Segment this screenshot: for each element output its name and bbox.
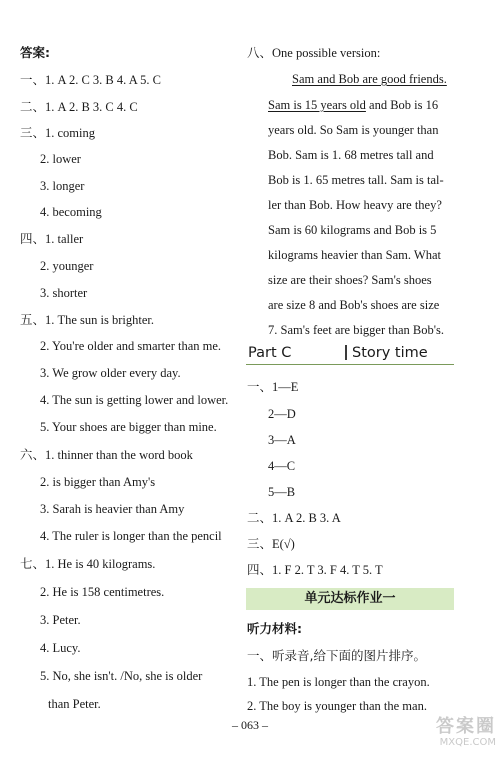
unit-banner-text: 单元达标作业一 [304, 591, 396, 606]
left-line: 4. Lucy. [40, 641, 81, 655]
left-line: 六、1. thinner than the word book [20, 448, 193, 462]
essay-line: Sam and Bob are good friends. [292, 72, 447, 86]
left-line: 2. lower [40, 152, 81, 166]
answers-heading: 答案: [20, 45, 50, 60]
essay-line: years old. So Sam is younger than [268, 123, 439, 137]
left-line: 2. He is 158 centimetres. [40, 585, 165, 599]
story-line: 一、1—E [247, 380, 299, 394]
essay-line: size are their shoes? Sam's shoes [268, 273, 432, 287]
left-line: than Peter. [48, 697, 101, 711]
page-number: – 063 – [232, 718, 268, 732]
watermark-logo: 答案圈 [436, 716, 496, 737]
story-line: 2—D [268, 407, 296, 421]
left-line: 3. longer [40, 179, 85, 193]
part-c-header [246, 342, 454, 365]
watermark [426, 717, 496, 753]
listening-line: 1. The pen is longer than the crayon. [247, 675, 430, 689]
header-divider [345, 345, 347, 360]
story-line: 5—B [268, 485, 296, 499]
left-line: 3. Sarah is heavier than Amy [40, 502, 185, 516]
left-line: 2. younger [40, 259, 94, 273]
left-line: 4. The sun is getting lower and lower. [40, 393, 229, 407]
left-line: 七、1. He is 40 kilograms. [20, 557, 156, 571]
essay-line [268, 96, 438, 114]
story-line: 4—C [268, 459, 296, 473]
left-line: 3. shorter [40, 286, 88, 300]
left-line: 2. is bigger than Amy's [40, 475, 156, 489]
part-c-label: Part C [248, 345, 292, 361]
essay-line: kilograms heavier than Sam. What [268, 248, 441, 262]
story-line: 三、E(√) [247, 537, 295, 551]
listening-task: 一、听录音,给下面的图片排序。 [247, 648, 426, 663]
left-line: 5. No, she isn't. /No, she is older [40, 669, 203, 683]
left-line: 2. You're older and smarter than me. [40, 339, 222, 353]
left-line: 3. Peter. [40, 613, 81, 627]
essay-line: are size 8 and Bob's shoes are size [268, 298, 440, 312]
essay-line: Sam is 60 kilograms and Bob is 5 [268, 223, 437, 237]
essay-line: Bob is 1. 65 metres tall. Sam is tal- [268, 173, 444, 187]
left-line: 三、1. coming [20, 126, 95, 140]
left-line: 二、1. A 2. B 3. C 4. C [20, 100, 138, 114]
essay-phrase: and Bob is 16 [369, 98, 439, 112]
story-line: 四、1. F 2. T 3. F 4. T 5. T [247, 563, 383, 577]
essay-line: Bob. Sam is 1. 68 metres tall and [268, 148, 434, 162]
watermark-url: MXQE.COM [439, 737, 496, 748]
story-line: 二、1. A 2. B 3. A [247, 511, 341, 525]
section8-title: 八、One possible version: [247, 46, 381, 60]
essay-line: ler than Bob. How heavy are they? [268, 198, 442, 212]
left-line: 5. Your shoes are bigger than mine. [40, 420, 217, 434]
left-line: 四、1. taller [20, 232, 84, 246]
left-line: 4. The ruler is longer than the pencil [40, 529, 222, 543]
left-line: 3. We grow older every day. [40, 366, 181, 380]
essay-underlined-phrase: Sam is 15 years old [268, 98, 366, 112]
left-line: 一、1. A 2. C 3. B 4. A 5. C [20, 73, 161, 87]
unit-banner [246, 588, 454, 610]
listening-title: 听力材料: [247, 621, 302, 636]
listening-line: 2. The boy is younger than the man. [247, 699, 427, 713]
part-c-title: Story time [352, 345, 428, 361]
left-line: 五、1. The sun is brighter. [20, 313, 155, 327]
essay-line: 7. Sam's feet are bigger than Bob's. [268, 323, 444, 337]
story-line: 3—A [268, 433, 296, 447]
left-line: 4. becoming [40, 205, 102, 219]
